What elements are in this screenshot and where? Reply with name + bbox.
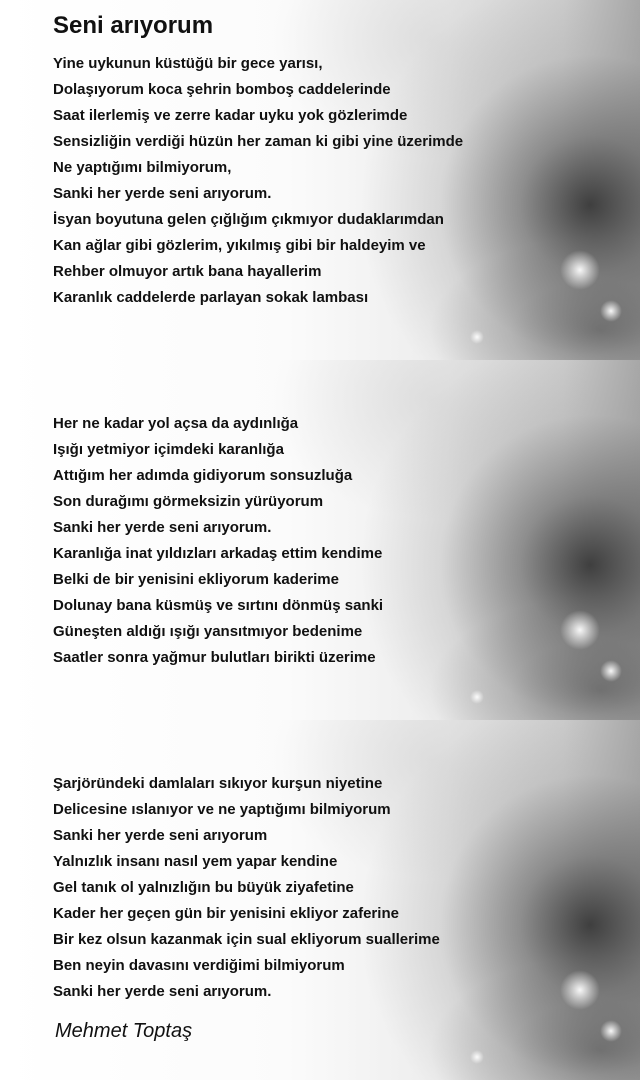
poem-line: Sanki her yerde seni arıyorum. bbox=[53, 185, 272, 202]
poem-panel-2 bbox=[0, 360, 640, 720]
poem-line: Sanki her yerde seni arıyorum. bbox=[53, 983, 272, 1000]
poem-line: Kader her geçen gün bir yenisini ekliyor zaferine bbox=[53, 905, 399, 922]
poem-line: Gel tanık ol yalnızlığın bu büyük ziyafetine bbox=[53, 879, 354, 896]
poem-line: Dolaşıyorum koca şehrin bomboş caddelerinde bbox=[53, 81, 391, 98]
sparkle-decoration bbox=[470, 690, 484, 704]
poem-line: Bir kez olsun kazanmak için sual ekliyorum suallerime bbox=[53, 931, 440, 948]
poem-line: Rehber olmuyor artık bana hayallerim bbox=[53, 263, 322, 280]
poem-line: Işığı yetmiyor içimdeki karanlığa bbox=[53, 441, 284, 458]
sparkle-decoration bbox=[600, 300, 622, 322]
poem-author: Mehmet Toptaş bbox=[55, 1020, 193, 1042]
sparkle-decoration bbox=[560, 970, 600, 1010]
sparkle-decoration bbox=[600, 1020, 622, 1042]
poem-line: Sensizliğin verdiği hüzün her zaman ki gibi yine üzerimde bbox=[53, 133, 464, 150]
poem-line: Karanlık caddelerde parlayan sokak lambası bbox=[53, 289, 369, 306]
poem-line: Yine uykunun küstüğü bir gece yarısı, bbox=[53, 55, 323, 72]
poem-line: Belki de bir yenisini ekliyorum kaderime bbox=[53, 571, 339, 588]
sparkle-decoration bbox=[470, 1050, 484, 1064]
poem-line: Sanki her yerde seni arıyorum. bbox=[53, 519, 272, 536]
poem-line: Yalnızlık insanı nasıl yem yapar kendine bbox=[53, 853, 338, 870]
poem-line: Karanlığa inat yıldızları arkadaş ettim kendime bbox=[53, 545, 383, 562]
poem-line: Saatler sonra yağmur bulutları birikti üzerime bbox=[53, 649, 376, 666]
poem-line: Attığım her adımda gidiyorum sonsuzluğa bbox=[53, 467, 353, 484]
poem-line: Ben neyin davasını verdiğimi bilmiyorum bbox=[53, 957, 345, 974]
poem-line: Şarjöründeki damlaları sıkıyor kurşun niyetine bbox=[53, 775, 383, 792]
poem-panel-3 bbox=[0, 720, 640, 1080]
poem-panel-1 bbox=[0, 0, 640, 360]
poem-line: Dolunay bana küsmüş ve sırtını dönmüş sanki bbox=[53, 597, 384, 614]
poem-line: Güneşten aldığı ışığı yansıtmıyor bedenime bbox=[53, 623, 363, 640]
poem-line: Saat ilerlemiş ve zerre kadar uyku yok gözlerimde bbox=[53, 107, 408, 124]
poem-line: Delicesine ıslanıyor ve ne yaptığımı bilmiyorum bbox=[53, 801, 391, 818]
stanza-2 bbox=[53, 411, 383, 671]
stanza-3 bbox=[53, 771, 440, 1005]
poem-line: Ne yaptığımı bilmiyorum, bbox=[53, 159, 232, 176]
stanza-1 bbox=[53, 51, 463, 311]
poem-line: Kan ağlar gibi gözlerim, yıkılmış gibi bir haldeyim ve bbox=[53, 237, 426, 254]
sparkle-decoration bbox=[470, 330, 484, 344]
sparkle-decoration bbox=[560, 610, 600, 650]
sparkle-decoration bbox=[560, 250, 600, 290]
poem-title: Seni arıyorum bbox=[53, 12, 214, 39]
poem-line: Son durağımı görmeksizin yürüyorum bbox=[53, 493, 324, 510]
poem-line: Sanki her yerde seni arıyorum bbox=[53, 827, 268, 844]
poem-line: Her ne kadar yol açsa da aydınlığa bbox=[53, 415, 299, 432]
sparkle-decoration bbox=[600, 660, 622, 682]
poem-line: İsyan boyutuna gelen çığlığım çıkmıyor dudaklarımdan bbox=[53, 211, 444, 228]
